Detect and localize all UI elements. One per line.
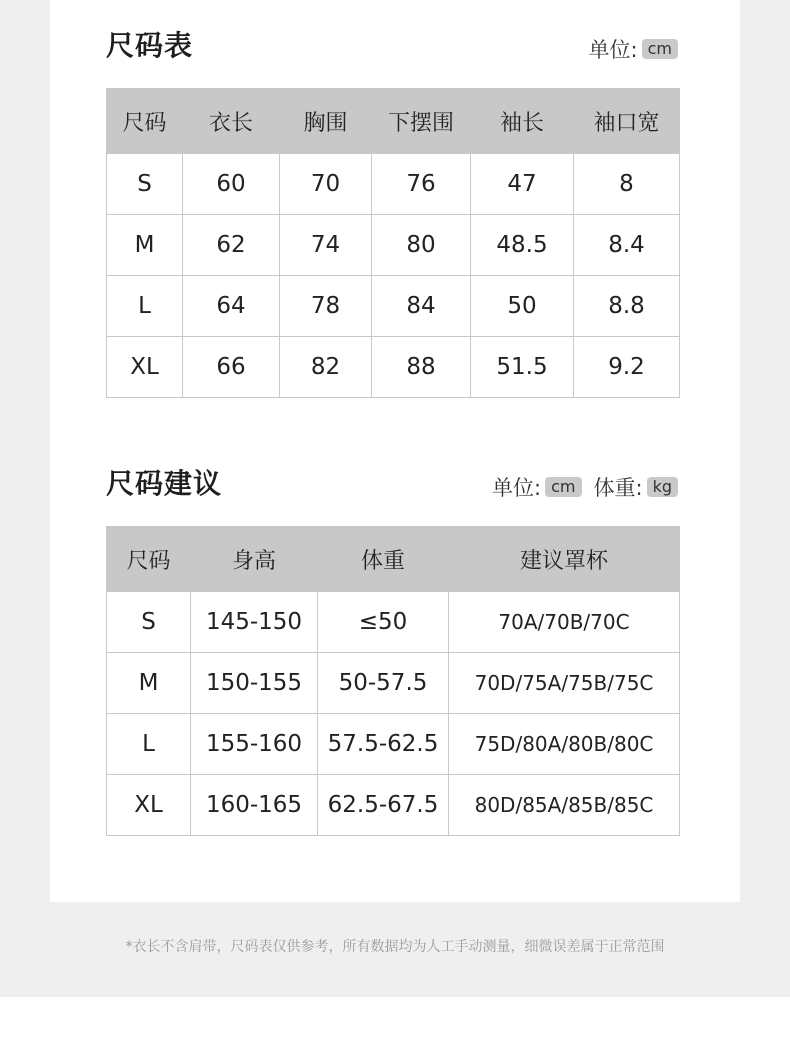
weight-label: 体重: <box>593 476 643 500</box>
table-cell: 80 <box>372 215 471 276</box>
table-cell: 62.5-67.5 <box>318 775 449 836</box>
table-cell: 47 <box>471 154 574 215</box>
header-cell: 身高 <box>191 527 318 592</box>
header-cell: 胸围 <box>280 89 372 154</box>
table-row <box>107 215 680 276</box>
table-cell: 50-57.5 <box>318 653 449 714</box>
table-cell: 50 <box>471 276 574 337</box>
table-cell: 78 <box>280 276 372 337</box>
table-cell: 84 <box>372 276 471 337</box>
table-cell: 8.8 <box>574 276 680 337</box>
table-cell: 76 <box>372 154 471 215</box>
size-advice-units <box>492 472 678 502</box>
table-row <box>107 775 680 836</box>
header-cell: 体重 <box>318 527 449 592</box>
table-cell: L <box>107 276 183 337</box>
table-cell: 66 <box>183 337 280 398</box>
size-chart-unit <box>589 34 678 64</box>
size-advice-table <box>106 526 680 836</box>
table-cell: 75D/80A/80B/80C <box>449 714 680 775</box>
table-cell: 80D/85A/85B/85C <box>449 775 680 836</box>
table-cell: 51.5 <box>471 337 574 398</box>
table-cell: M <box>107 653 191 714</box>
header-cell: 尺码 <box>107 527 191 592</box>
size-advice-title: 尺码建议 <box>106 467 223 500</box>
table-cell: S <box>107 154 183 215</box>
table-cell: 8 <box>574 154 680 215</box>
unit-badge: cm <box>545 477 581 497</box>
table-cell: M <box>107 215 183 276</box>
header-cell: 建议罩杯 <box>449 527 680 592</box>
table-cell: 57.5-62.5 <box>318 714 449 775</box>
table-cell: 150-155 <box>191 653 318 714</box>
table-cell: L <box>107 714 191 775</box>
table-cell: XL <box>107 337 183 398</box>
header-cell: 下摆围 <box>372 89 471 154</box>
weight-unit-badge: kg <box>647 477 678 497</box>
table-row <box>107 592 680 653</box>
header-cell: 尺码 <box>107 89 183 154</box>
table-header-row <box>107 89 680 154</box>
table-cell: 70D/75A/75B/75C <box>449 653 680 714</box>
table-cell: 8.4 <box>574 215 680 276</box>
table-cell: 155-160 <box>191 714 318 775</box>
table-cell: 145-150 <box>191 592 318 653</box>
table-cell: 74 <box>280 215 372 276</box>
footnote: *衣长不含肩带，尺码表仅供参考，所有数据均为人工手动测量，细微误差属于正常范围 <box>125 939 665 955</box>
table-cell: XL <box>107 775 191 836</box>
table-cell: 48.5 <box>471 215 574 276</box>
table-row <box>107 276 680 337</box>
table-header-row <box>107 527 680 592</box>
header-cell: 袖口宽 <box>574 89 680 154</box>
header-cell: 袖长 <box>471 89 574 154</box>
unit-badge: cm <box>642 39 678 59</box>
table-row <box>107 154 680 215</box>
header-cell: 衣长 <box>183 89 280 154</box>
table-cell: 82 <box>280 337 372 398</box>
table-cell: 70 <box>280 154 372 215</box>
table-cell: 62 <box>183 215 280 276</box>
size-chart-table <box>106 88 680 398</box>
table-cell: 64 <box>183 276 280 337</box>
table-cell: ≤50 <box>318 592 449 653</box>
table-row <box>107 337 680 398</box>
table-cell: 160-165 <box>191 775 318 836</box>
unit-label: 单位: <box>588 38 638 62</box>
table-row <box>107 653 680 714</box>
table-cell: 60 <box>183 154 280 215</box>
table-row <box>107 714 680 775</box>
size-chart-title: 尺码表 <box>106 29 194 62</box>
table-cell: 9.2 <box>574 337 680 398</box>
table-cell: S <box>107 592 191 653</box>
table-cell: 70A/70B/70C <box>449 592 680 653</box>
unit-label: 单位: <box>492 476 542 500</box>
table-cell: 88 <box>372 337 471 398</box>
